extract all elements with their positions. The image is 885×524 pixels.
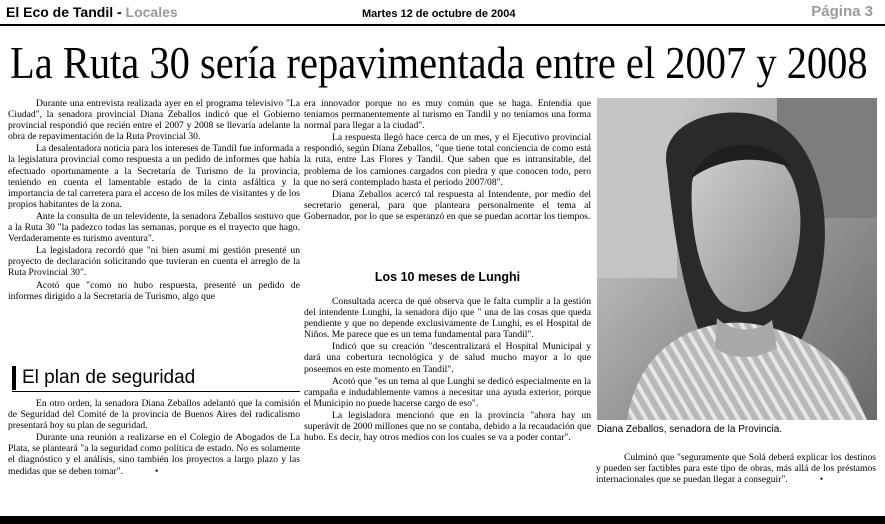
photo-caption: Diana Zeballos, senadora de la Provincia. bbox=[597, 424, 783, 435]
paragraph-text: Culminó que "seguramente que Solá deberá explicar los destinos y pueden ser factibles para este tipo de obras, más allá de los préstamos internacionales que se puedan llegar a conseguir". bbox=[596, 452, 876, 486]
section-title: El plan de seguridad bbox=[22, 367, 196, 388]
paragraph: era innovador porque no es muy común que se haga. Entendía que teníamos permanentemente al turismo en Tandil y no teníamos una forma normal para llegar a la ciudad". bbox=[304, 98, 591, 132]
article-column-1 bbox=[8, 98, 300, 303]
paragraph-text: Durante una reunión a realizarse en el Colegio de Abogados de La Plata, se planteará "a la seguridad como política de estado. No es solamente el diagnóstico y el análisis, sino también los proyectos a largo plazo y las medidas que se deben tomar". bbox=[8, 432, 300, 477]
paragraph: La respuesta llegó hace cerca de un mes, y el Ejecutivo provincial respondió, según Diana Zeballos, "que tiene total conciencia de como está la ruta, entre Las Flores y Tandil. Que saben que es intransitable, del problema de los camiones cargados con piedra y que conocen todo, pero que no será contemplado hasta el período 2007/08". bbox=[304, 132, 591, 188]
section-name: Locales bbox=[125, 4, 178, 20]
paragraph: Indicó que su creación "descentralizará el Hospital Municipal y dará una cobertura tecnológica y de salud mucho mayor a lo que poseemos en este momento en Tandil". bbox=[304, 341, 591, 375]
paragraph: Durante una entrevista realizada ayer en el programa televisivo "La Ciudad", la senadora provincial Diana Zeballos indicó que el Gobierno provincial respondió que recién entre el 2007 y 2008 se llevaría adelante la obra de repavimentación de la Ruta Provincial 30. bbox=[8, 98, 300, 143]
article-column-3 bbox=[596, 452, 876, 486]
paragraph: Ante la consulta de un televidente, la senadora Zeballos sostuvo que a la Ruta 30 "la padezco todas las semanas, porque es el trayecto que hago. Verdaderamente es turismo aventura". bbox=[8, 210, 300, 245]
end-mark: • bbox=[819, 474, 824, 486]
issue-date: Martes 12 de octubre de 2004 bbox=[362, 8, 516, 20]
headline: La Ruta 30 sería repavimentada entre el 2007 y 2008 bbox=[10, 37, 868, 88]
paragraph: La legisladora recordó que "ni bien asumí mi gestión presenté un proyecto de declaración solicitando que tuvieran en cuenta el arreglo de la Ruta Provincial 30". bbox=[8, 245, 300, 279]
section-bar bbox=[12, 366, 16, 390]
paragraph bbox=[8, 432, 300, 476]
paragraph: Consultada acerca de qué observa que le falta cumplir a la gestión del intendente Lunghi, la senadora dijo que " una de las cosas que queda pendiente y que no depende exclusivamente de Lunghi, es el Hospital de Niños. Me parece que es un tema fundamental para Tandil". bbox=[304, 296, 591, 341]
masthead-rule bbox=[0, 24, 885, 26]
article-column-2 bbox=[304, 98, 591, 223]
end-mark: • bbox=[155, 465, 159, 477]
paragraph bbox=[596, 452, 876, 485]
section-header bbox=[8, 362, 300, 392]
paragraph: La legisladora mencionó que en la provincia "ahora hay un superávit de 2000 millones que no se contaba, debido a la recaudación que hubo. Es decir, hay otros medios con los cuales se va a poder contar". bbox=[304, 409, 591, 444]
portrait-illustration bbox=[597, 98, 877, 420]
paragraph: Acotó que "es un tema al que Lunghi se dedicó especialmente en la campaña e indudablemente vamos a necesitar una ayuda exterior, porque el Municipio no puede hacerse cargo de eso". bbox=[304, 375, 591, 409]
paragraph: Diana Zeballos acercó tal respuesta al Intendente, por medio del secretario general, para que planteara personalmente el tema al Gobernador, por lo que se esperanzó en que se puedan acortar los tiempos. bbox=[304, 188, 591, 222]
masthead bbox=[0, 0, 885, 24]
section-underline bbox=[12, 391, 300, 392]
paper-title: El Eco de Tandil bbox=[6, 4, 114, 20]
newspaper-name bbox=[6, 4, 178, 20]
page-bottom-rule bbox=[0, 516, 885, 524]
subheading: Los 10 meses de Lunghi bbox=[374, 270, 521, 284]
paragraph: Acotó que "como no hubo respuesta, presenté un pedido de informes dirigido a la Secretaría de Turismo, algo que bbox=[8, 279, 300, 302]
portrait-photo bbox=[597, 98, 877, 420]
masthead-separator: - bbox=[113, 4, 126, 20]
page-number: Página 3 bbox=[811, 3, 873, 20]
article-column-2-continued bbox=[304, 296, 591, 444]
paragraph: En otro orden, la senadora Diana Zeballos adelantó que la comisión de Seguridad del Comité de la provincia de Buenos Aires del radicalismo presentará hoy su plan de seguridad. bbox=[8, 398, 300, 432]
paragraph: La desalentadora noticia para los intereses de Tandil fue informada a la legislatura provincial como respuesta a un pedido de informes que había efectuado oportunamente a la Secretaría de Turismo de la provincia, teniendo en cuenta el lamentable estado de la cinta asfáltica y la importancia de tal carretera para el acceso de los miles de visitantes y de los propios habitantes de la zona. bbox=[8, 143, 300, 210]
article-column-1-continued bbox=[8, 398, 300, 478]
